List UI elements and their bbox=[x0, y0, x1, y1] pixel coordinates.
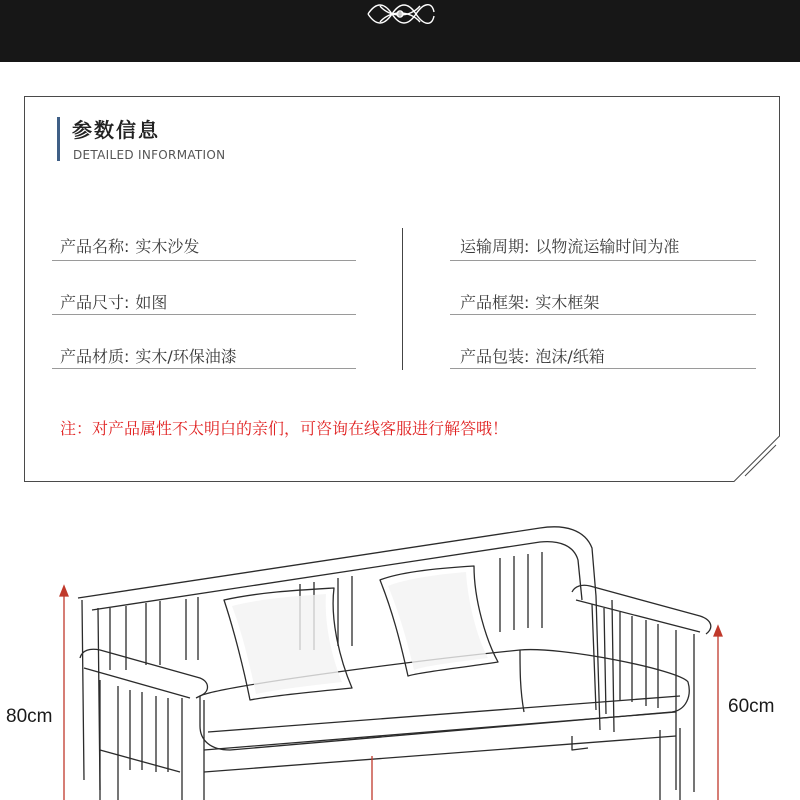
spec-value: 实木/环保油漆 bbox=[135, 347, 237, 366]
spec-value: 泡沫/纸箱 bbox=[535, 347, 605, 366]
spec-row-frame bbox=[460, 290, 599, 313]
section-title: 参数信息 bbox=[72, 118, 160, 142]
spec-row-material bbox=[60, 344, 237, 367]
spec-row-name bbox=[60, 234, 199, 257]
spec-row-shipping bbox=[460, 234, 679, 257]
column-divider bbox=[402, 228, 403, 370]
section-subtitle: DETAILED INFORMATION bbox=[73, 148, 226, 162]
row-underline bbox=[450, 368, 756, 369]
spec-value: 实木框架 bbox=[535, 293, 600, 312]
spec-row-packaging bbox=[460, 344, 605, 367]
spec-label: 运输周期: bbox=[460, 237, 530, 256]
row-underline bbox=[52, 368, 356, 369]
row-underline bbox=[450, 260, 756, 261]
spec-label: 产品包装: bbox=[460, 347, 530, 366]
spec-value: 以物流运输时间为准 bbox=[535, 237, 680, 256]
spec-label: 产品框架: bbox=[460, 293, 530, 312]
height-total-label: 80cm bbox=[6, 706, 53, 727]
title-accent-bar bbox=[57, 117, 60, 161]
sofa-illustration bbox=[0, 500, 800, 800]
spec-row-size bbox=[60, 290, 167, 313]
sofa-drawing bbox=[0, 500, 800, 800]
spec-label: 产品名称: bbox=[60, 237, 130, 256]
knot-ornament-icon bbox=[362, 0, 438, 28]
spec-value: 如图 bbox=[135, 293, 168, 312]
row-underline bbox=[52, 260, 356, 261]
spec-label: 产品材质: bbox=[60, 347, 130, 366]
notice-text: 注：对产品属性不太明白的亲们，可咨询在线客服进行解答哦！ bbox=[60, 419, 509, 438]
top-banner bbox=[0, 0, 800, 62]
row-underline bbox=[450, 314, 756, 315]
row-underline bbox=[52, 314, 356, 315]
spec-value: 实木沙发 bbox=[135, 237, 200, 256]
spec-label: 产品尺寸: bbox=[60, 293, 130, 312]
height-arm-label: 60cm bbox=[728, 696, 775, 717]
